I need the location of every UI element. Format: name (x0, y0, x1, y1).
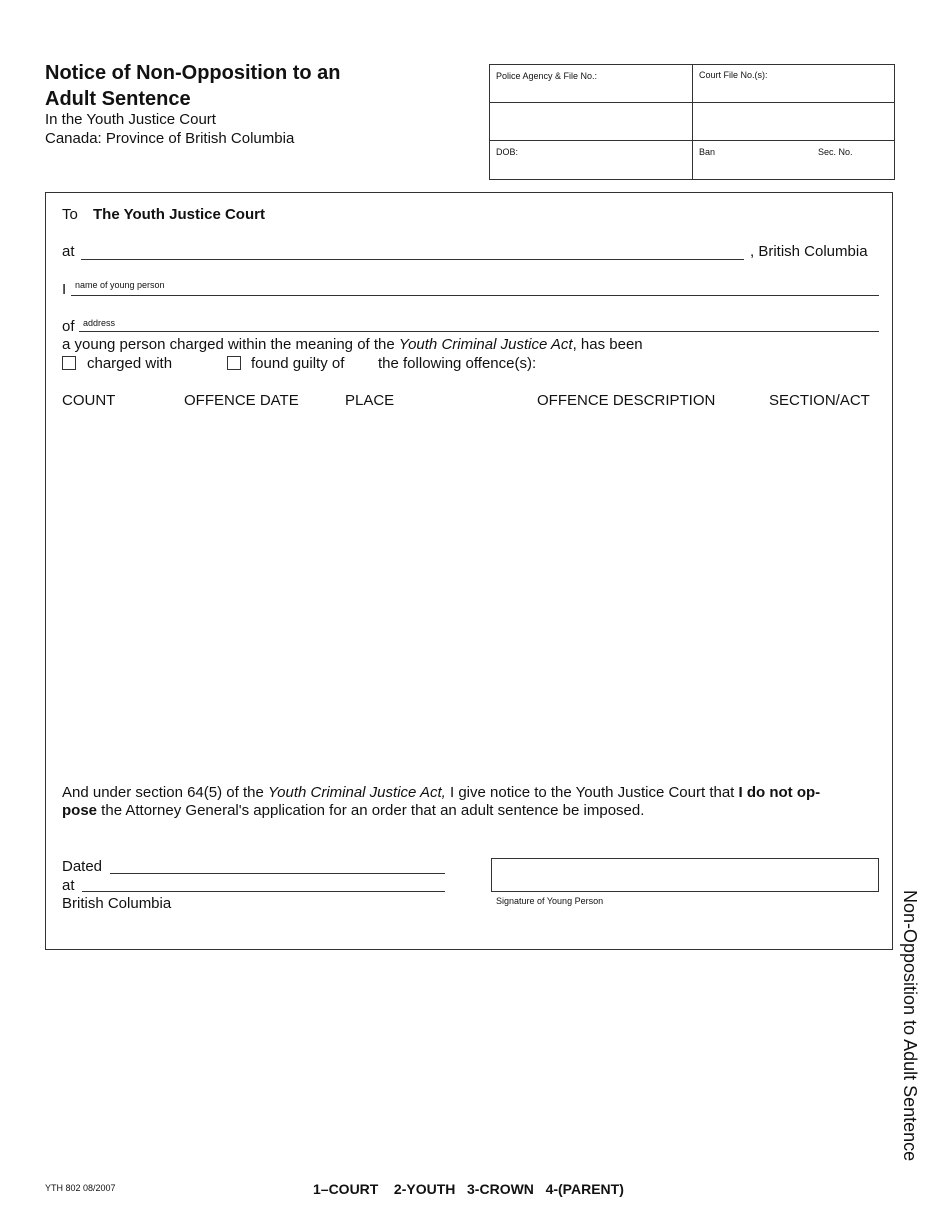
bc-label: British Columbia (62, 895, 172, 912)
province-subtitle: Canada: Province of British Columbia (45, 130, 295, 147)
dated-field[interactable] (110, 873, 445, 874)
column-place: PLACE (345, 392, 395, 409)
file-info-box (489, 64, 895, 180)
dated-at-label: at (62, 877, 75, 894)
of-label: of (62, 318, 75, 335)
court-subtitle: In the Youth Justice Court (45, 111, 216, 128)
court-location-field[interactable] (81, 259, 744, 260)
column-offence-description: OFFENCE DESCRIPTION (537, 392, 716, 409)
young-person-name-field[interactable] (71, 295, 879, 296)
offences-entry-area[interactable] (55, 418, 885, 770)
court-file-field-2[interactable] (695, 105, 893, 138)
notice-statement: And under section 64(5) of the Youth Criminal Justice Act, I give notice to the Youth Justice Court that I do not op- pose the Attorney General's application for an order that an adult sentence be imposed. (62, 784, 821, 819)
column-count: COUNT (62, 392, 116, 409)
dob-label: DOB: (496, 147, 519, 157)
form-number: YTH 802 08/2007 (45, 1183, 116, 1193)
signature-box[interactable] (491, 858, 879, 892)
name-hint: name of young person (75, 280, 165, 290)
i-label: I (62, 281, 67, 298)
dated-label: Dated (62, 858, 103, 875)
address-hint: address (83, 318, 116, 328)
signature-label: Signature of Young Person (496, 896, 604, 906)
address-field[interactable] (79, 331, 879, 332)
at-label: at (62, 243, 75, 260)
form-title-line-1: Notice of Non-Opposition to an (45, 62, 341, 84)
form-title (45, 60, 445, 112)
copy-distribution: 1–COURT 2-YOUTH 3-CROWN 4-(PARENT) (313, 1181, 624, 1197)
police-agency-field-2[interactable] (492, 105, 690, 138)
found-guilty-checkbox[interactable] (227, 356, 241, 370)
to-label: To (62, 206, 78, 223)
court-file-label: Court File No.(s): (699, 70, 768, 80)
following-offences-label: the following offence(s): (378, 355, 537, 372)
charged-with-checkbox[interactable] (62, 356, 76, 370)
to-value: The Youth Justice Court (93, 206, 265, 223)
found-guilty-label: found guilty of (251, 355, 345, 372)
ban-label: Ban (699, 147, 716, 157)
form-title-line-2: Adult Sentence (45, 88, 191, 110)
dated-at-field[interactable] (82, 891, 445, 892)
young-person-statement: a young person charged within the meaning of the Youth Criminal Justice Act, has been (62, 336, 643, 353)
side-title: Non-Opposition to Adult Sentence (900, 890, 920, 1162)
charged-with-label: charged with (87, 355, 173, 372)
police-agency-label: Police Agency & File No.: (496, 71, 598, 81)
column-section-act: SECTION/ACT (769, 392, 870, 409)
province-suffix: , British Columbia (750, 243, 868, 260)
court-file-field[interactable] (695, 67, 893, 101)
sec-no-label: Sec. No. (818, 147, 853, 157)
column-offence-date: OFFENCE DATE (184, 392, 299, 409)
police-agency-field[interactable] (492, 67, 690, 101)
